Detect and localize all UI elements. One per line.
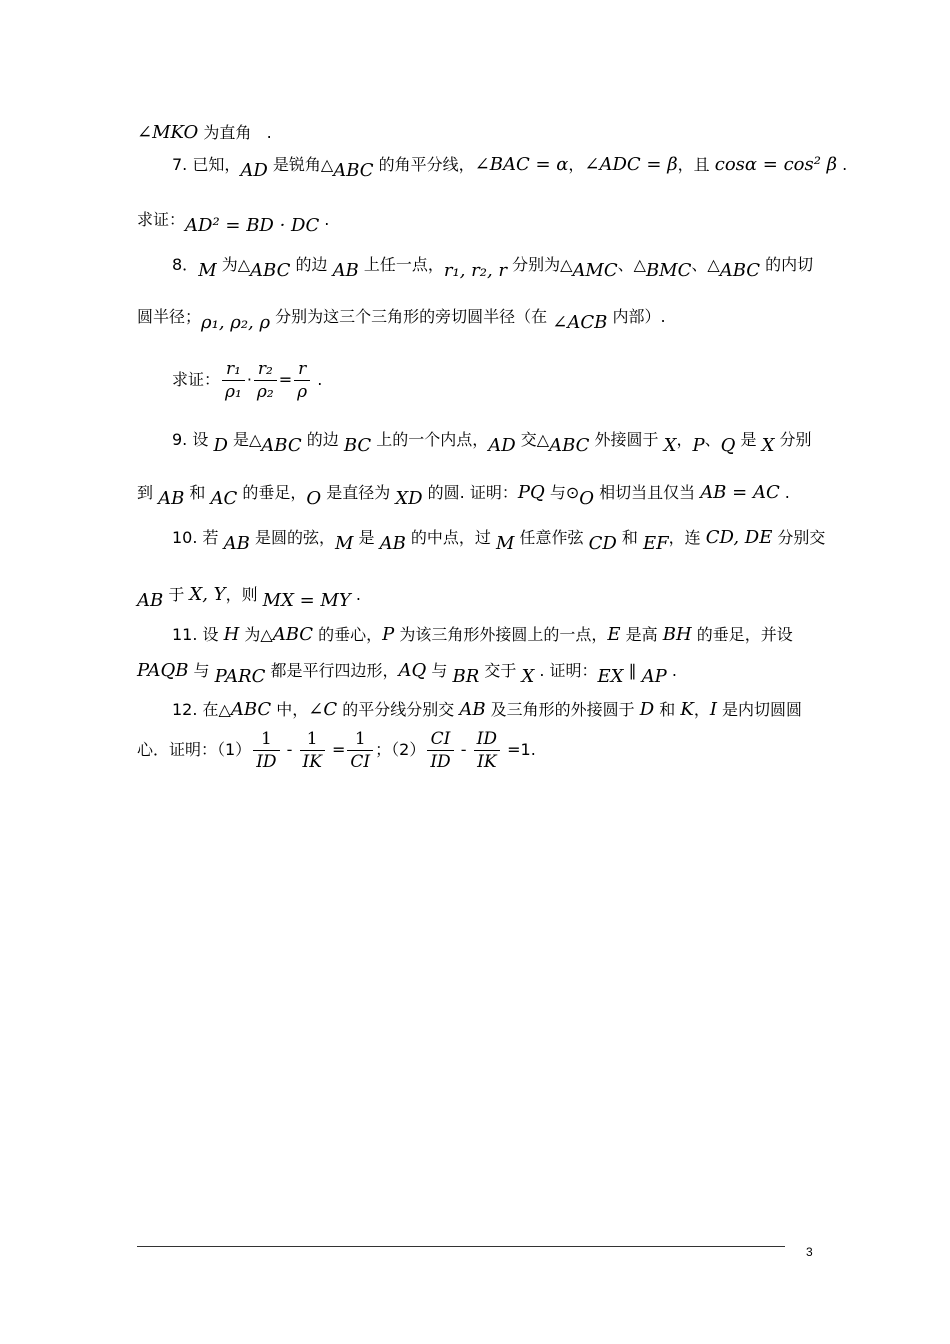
problem-10: 10. 若 AB 是圆的弦，M 是 AB 的中点，过 M 任意作弦 CD 和 EF，连 CD, DE 分别交	[172, 527, 826, 554]
problem-9: 9. 设 D 是△ABC 的边 BC 上的一个内点，AD 交△ABC 外接圆于 X，P、Q 是 X 分别	[172, 430, 812, 456]
text-line: 到 AB 和 AC 的垂足，O 是直径为 XD 的圆. 证明：PQ 与⊙O 相切当且仅当 AB = AC .	[137, 482, 790, 509]
text-line: PAQB 与 PARC 都是平行四边形，AQ 与 BR 交于 X . 证明：EX ∥ AP .	[137, 660, 677, 687]
problem-11: 11. 设 H 为△ABC 的垂心，P 为该三角形外接圆上的一点，E 是高 BH 的垂足，并设	[172, 624, 793, 645]
text-line: 求证： $\frac{\text{r₁}}{\text{ρ₁}}$ · $\frac{\text{r₂}}{\text{ρ₂}}$ = $\frac{r}{\rho}$ .	[172, 359, 323, 402]
text-line: 心．证明：（1） $\frac{1}{ID}$ - $\frac{1}{IK}$ = $\frac{1}{CI}$ ；（2） $\frac{CI}{ID}$ - $\frac{ID}{IK}$ =1.	[137, 729, 536, 772]
problem-8: 8．M 为△ABC 的边 AB 上任一点，r₁, r₂, r 分别为△AMC、△BMC、△ABC 的内切	[172, 255, 814, 281]
problem-7: 7. 已知，AD 是锐角△ABC 的角平分线，∠BAC = α，∠ADC = β，且 cosα = cos² β .	[172, 154, 848, 181]
footer-divider	[137, 1246, 785, 1247]
page-number: 3	[806, 1245, 813, 1259]
text-line: ∠MKO 为直角 .	[137, 122, 272, 143]
text-line: AB 于 X, Y，则 MX = MY .	[137, 584, 361, 611]
problem-12: 12. 在△ABC 中，∠C 的平分线分别交 AB 及三角形的外接圆于 D 和 K，I 是内切圆圆	[172, 699, 803, 720]
text-line: 圆半径；ρ₁, ρ₂, ρ 分别为这三个三角形的旁切圆半径（在 ∠ACB 内部）.	[137, 307, 666, 333]
text-line: 求证：AD² = BD · DC .	[137, 210, 330, 236]
